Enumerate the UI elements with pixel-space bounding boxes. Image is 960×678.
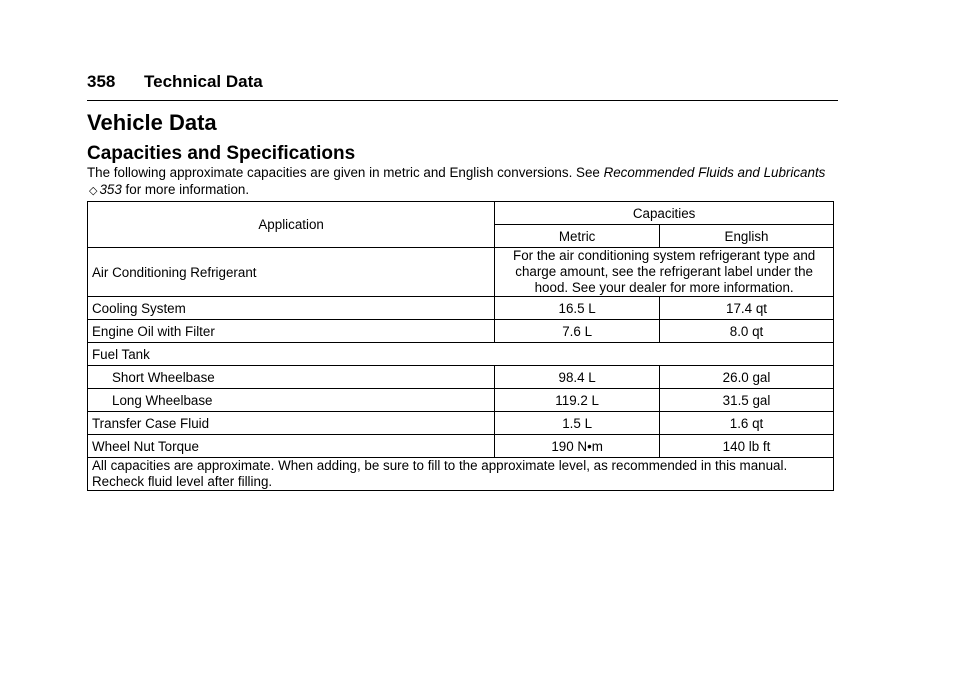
capacities-table (87, 201, 834, 491)
reference-link[interactable]: Recommended Fluids and Lubricants (603, 165, 826, 180)
cell-metric: 1.5 L (495, 412, 660, 435)
header-capacities: Capacities (495, 202, 834, 225)
cell-group-label: Fuel Tank (88, 343, 834, 366)
section-title: Vehicle Data (87, 110, 217, 135)
running-title: Technical Data (144, 72, 263, 91)
cell-metric: 98.4 L (495, 366, 660, 389)
subsection-title: Capacities and Specifications (87, 143, 356, 164)
cell-application: Air Conditioning Refrigerant (88, 248, 495, 297)
page-header (87, 70, 838, 101)
intro-paragraph (87, 164, 837, 200)
table-row (88, 435, 834, 458)
cell-metric: 7.6 L (495, 320, 660, 343)
cell-application: Short Wheelbase (88, 366, 495, 389)
cell-refrigerant-note: For the air conditioning system refrigerant type and charge amount, see the refrigerant label under the hood. See your dealer for more information. (495, 248, 834, 297)
table-row (88, 412, 834, 435)
cell-english: 17.4 qt (660, 297, 834, 320)
cell-application: Wheel Nut Torque (88, 435, 495, 458)
header-application: Application (88, 202, 495, 248)
intro-text-before: The following approximate capacities are given in metric and English conversions. See (87, 165, 604, 180)
cell-english: 1.6 qt (660, 412, 834, 435)
cell-application: Cooling System (88, 297, 495, 320)
cell-english: 26.0 gal (660, 366, 834, 389)
cell-application: Long Wheelbase (88, 389, 495, 412)
table-row (88, 248, 834, 297)
table-row (88, 320, 834, 343)
cell-english: 8.0 qt (660, 320, 834, 343)
cell-footnote: All capacities are approximate. When adding, be sure to fill to the approximate level, as recommended in this manual. Recheck fluid level after filling. (88, 458, 834, 491)
cell-english: 140 lb ft (660, 435, 834, 458)
page-reference-icon: ◇ (89, 185, 98, 197)
table-header-row (88, 202, 834, 225)
page-number: 358 (87, 72, 116, 91)
cell-metric: 16.5 L (495, 297, 660, 320)
table-row (88, 366, 834, 389)
cell-application: Transfer Case Fluid (88, 412, 495, 435)
cell-application: Engine Oil with Filter (88, 320, 495, 343)
header-metric: Metric (495, 225, 660, 248)
table-row (88, 297, 834, 320)
table-row (88, 389, 834, 412)
table-row-group (88, 343, 834, 366)
cell-english: 31.5 gal (660, 389, 834, 412)
cell-metric: 190 N•m (495, 435, 660, 458)
cell-metric: 119.2 L (495, 389, 660, 412)
header-english: English (660, 225, 834, 248)
table-footnote-row (88, 458, 834, 491)
intro-text-after: for more information. (121, 182, 250, 197)
reference-page[interactable]: 353 (99, 182, 122, 197)
